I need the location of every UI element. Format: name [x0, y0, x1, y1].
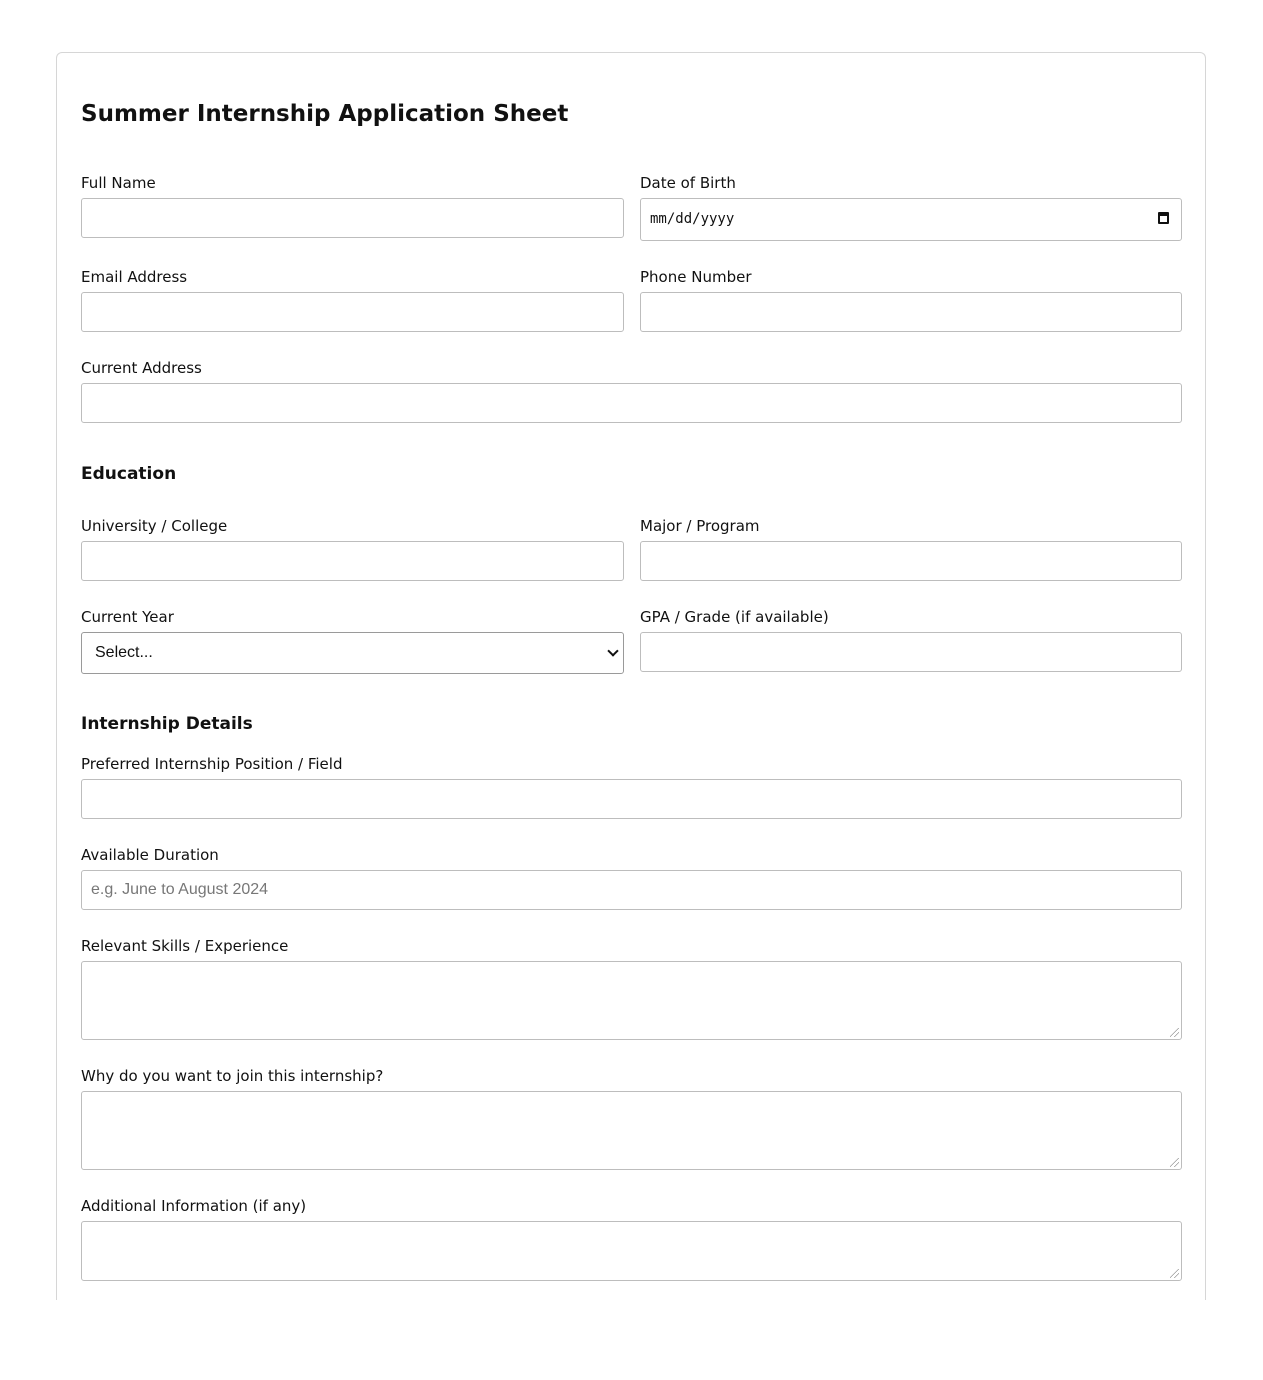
additional-label: Additional Information (if any) [81, 1197, 307, 1215]
full-name-label: Full Name [81, 174, 156, 192]
why-label: Why do you want to join this internship? [81, 1067, 384, 1085]
phone-label: Phone Number [640, 268, 752, 286]
address-field[interactable] [81, 383, 1182, 423]
education-heading: Education [81, 464, 177, 484]
position-label: Preferred Internship Position / Field [81, 755, 343, 773]
duration-label: Available Duration [81, 846, 219, 864]
address-input[interactable] [82, 384, 1181, 422]
current-year-selected[interactable]: Select... [95, 644, 153, 661]
gpa-field[interactable] [640, 632, 1182, 672]
gpa-label: GPA / Grade (if available) [640, 608, 829, 626]
dob-field[interactable] [640, 198, 1182, 241]
additional-field[interactable] [81, 1221, 1182, 1281]
major-label: Major / Program [640, 517, 760, 535]
application-form-card [56, 52, 1206, 1300]
position-field[interactable] [81, 779, 1182, 819]
dob-format-text[interactable]: mm/dd/yyyy [650, 211, 735, 227]
email-field[interactable] [81, 292, 624, 332]
form-title: Summer Internship Application Sheet [81, 101, 569, 127]
current-year-select[interactable] [81, 632, 624, 674]
gpa-input[interactable] [641, 633, 1181, 671]
duration-field[interactable] [81, 870, 1182, 910]
university-field[interactable] [81, 541, 624, 581]
additional-textarea[interactable] [82, 1222, 1181, 1280]
phone-input[interactable] [641, 293, 1181, 331]
skills-field[interactable] [81, 961, 1182, 1040]
resize-handle-icon[interactable] [1170, 1158, 1179, 1167]
internship-heading: Internship Details [81, 714, 253, 734]
full-name-input[interactable] [82, 199, 623, 237]
email-label: Email Address [81, 268, 188, 286]
calendar-icon[interactable] [1158, 212, 1169, 224]
email-input[interactable] [82, 293, 623, 331]
resize-handle-icon[interactable] [1170, 1028, 1179, 1037]
skills-textarea[interactable] [82, 962, 1181, 1039]
why-textarea[interactable] [82, 1092, 1181, 1169]
university-input[interactable] [82, 542, 623, 580]
why-field[interactable] [81, 1091, 1182, 1170]
chevron-down-icon[interactable] [607, 645, 618, 656]
resize-handle-icon[interactable] [1170, 1269, 1179, 1278]
full-name-field[interactable] [81, 198, 624, 238]
address-label: Current Address [81, 359, 202, 377]
phone-field[interactable] [640, 292, 1182, 332]
dob-label: Date of Birth [640, 174, 736, 192]
current-year-label: Current Year [81, 608, 174, 626]
skills-label: Relevant Skills / Experience [81, 937, 289, 955]
university-label: University / College [81, 517, 228, 535]
position-input[interactable] [82, 780, 1181, 818]
major-input[interactable] [641, 542, 1181, 580]
major-field[interactable] [640, 541, 1182, 581]
duration-input[interactable] [82, 871, 1181, 909]
